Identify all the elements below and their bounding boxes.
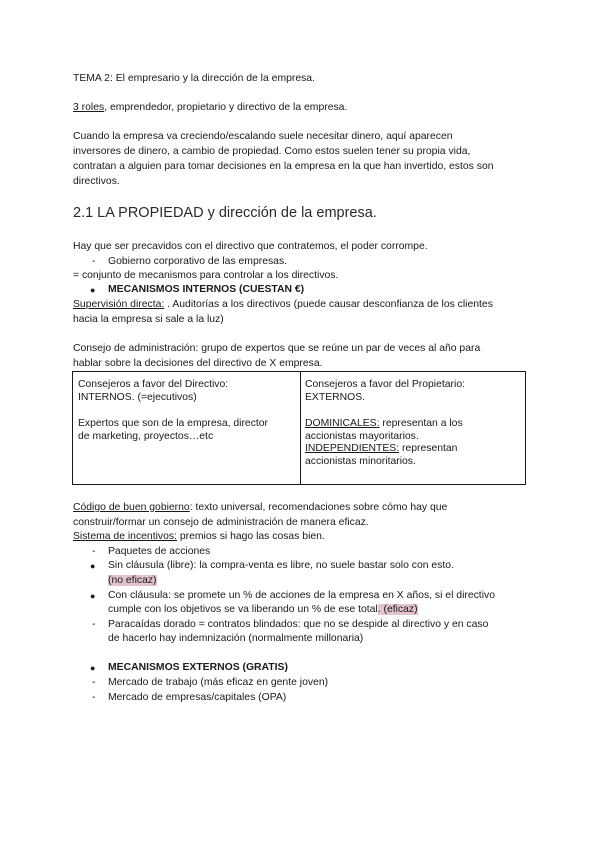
dash-marker: -	[92, 619, 96, 630]
independientes-line-2: accionistas minoritarios.	[305, 456, 416, 467]
dominicales-line-2: accionistas mayoritarios.	[305, 431, 419, 442]
definition-line: = conjunto de mecanismos para controlar a los directivos.	[73, 270, 339, 281]
dash-marker: -	[92, 677, 96, 688]
directivo-line-2: INTERNOS. (=ejecutivos)	[78, 392, 197, 403]
sin-clausula-item: Sin cláusula (libre): la compra-venta es libre, no suele bastar solo con esto.	[108, 560, 454, 571]
con-clausula-item: Con cláusula: se promete un % de acciones de la empresa en X años, si el directivo	[108, 590, 495, 601]
directivo-line-3: Expertos que son de la empresa, director	[78, 418, 269, 429]
section-heading: 2.1 LA PROPIEDAD y dirección de la empresa.	[73, 205, 377, 221]
external-mechanisms-heading: MECANISMOS EXTERNOS (GRATIS)	[108, 662, 288, 673]
bullet-dot-icon: ●	[90, 285, 96, 295]
dash-marker: -	[92, 256, 96, 267]
external-item: Mercado de trabajo (más eficaz en gente joven)	[108, 677, 329, 688]
supervision-label: Supervisión directa:	[73, 299, 165, 310]
bullet-dot-icon: ●	[90, 561, 96, 571]
no-eficaz-line	[108, 575, 157, 587]
directivo-line-1: Consejeros a favor del Directivo:	[78, 379, 229, 390]
gobierno-corporativo-item: Gobierno corporativo de las empresas.	[108, 256, 288, 267]
consejo-line-1: Consejo de administración: grupo de expertos que se reúne un par de veces al año para	[73, 343, 481, 354]
supervision-line-2: hacia la empresa si sale a la luz)	[73, 314, 224, 325]
codigo-text: : texto universal, recomendaciones sobre cómo hay que	[189, 502, 448, 513]
tema-title: TEMA 2: El empresario y la dirección de la empresa.	[73, 73, 315, 84]
dash-marker: -	[92, 692, 96, 703]
table-divider	[300, 372, 301, 484]
eficaz-highlight: . (eficaz)	[377, 604, 418, 615]
incentivos-label: Sistema de incentivos:	[73, 531, 177, 542]
dash-marker: -	[92, 546, 96, 557]
codigo-label: Código de buen gobierno	[73, 502, 190, 513]
consejeros-table	[72, 371, 526, 485]
bullet-dot-icon: ●	[90, 663, 96, 673]
codigo-line	[73, 502, 447, 514]
external-item: Mercado de empresas/capitales (OPA)	[108, 692, 287, 703]
con-clausula-line-2	[108, 604, 418, 616]
growth-line-3: contratan a alguien para tomar decisiones en la empresa en la que han invertido, estos son	[73, 161, 494, 172]
no-eficaz-highlight: (no eficaz)	[108, 575, 157, 586]
incentivos-line	[73, 531, 325, 543]
directivo-line-4: de marketing, proyectos…etc	[78, 431, 214, 442]
paracaidas-item: Paracaídas dorado = contratos blindados: que no se despide al directivo y en caso	[108, 619, 489, 630]
roles-label: 3 roles	[73, 102, 105, 113]
incentivos-text: premios si hago las cosas bien.	[176, 531, 325, 542]
consejo-line-2: hablar sobre la decisiones del directivo de X empresa.	[73, 358, 323, 369]
roles-line	[73, 102, 347, 114]
dominicales-text: representan a los	[379, 418, 463, 429]
independientes-text: representan	[399, 443, 458, 454]
growth-line-2: inversores de dinero, a cambio de propiedad. Como estos suelen tener su propia vida,	[73, 146, 471, 157]
paracaidas-line-2: de hacerlo hay indemnización (normalmente millonaria)	[108, 633, 364, 644]
independientes-label: INDEPENDIENTES:	[305, 443, 400, 454]
warning-line: Hay que ser precavidos con el directivo que contratemos, el poder corrompe.	[73, 241, 428, 252]
paquetes-item: Paquetes de acciones	[108, 546, 211, 557]
propietario-line-1: Consejeros a favor del Propietario:	[305, 379, 465, 390]
growth-line-4: directivos.	[73, 176, 120, 187]
dominicales-label: DOMINICALES:	[305, 418, 380, 429]
bullet-dot-icon: ●	[90, 591, 96, 601]
codigo-line-2: construir/formar un consejo de administración de manera eficaz.	[73, 517, 369, 528]
growth-line-1: Cuando la empresa va creciendo/escalando suele necesitar dinero, aquí aparecen	[73, 131, 453, 142]
con-clausula-text-2: cumple con los objetivos se va liberando un % de ese total	[108, 604, 378, 615]
dominicales-line	[305, 418, 463, 430]
propietario-line-2: EXTERNOS.	[305, 392, 366, 403]
supervision-text: . Auditorías a los directivos (puede causar desconfianza de los clientes	[164, 299, 493, 310]
independientes-line	[305, 443, 457, 455]
internal-mechanisms-heading: MECANISMOS INTERNOS (CUESTAN €)	[108, 284, 305, 295]
supervision-line	[73, 299, 493, 311]
roles-text: , emprendedor, propietario y directivo de la empresa.	[104, 102, 348, 113]
